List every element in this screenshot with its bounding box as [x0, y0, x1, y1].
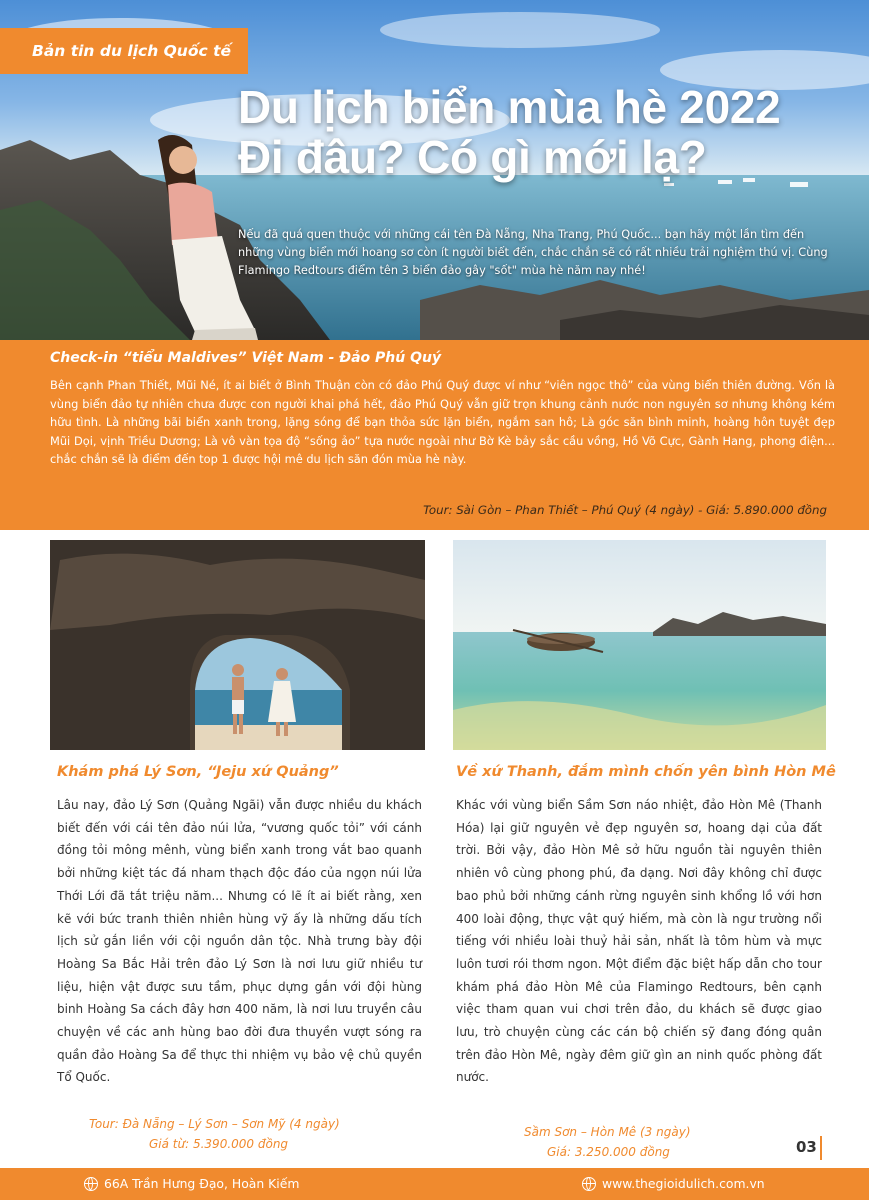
footer-address-text: 66A Trần Hưng Đạo, Hoàn Kiếm	[104, 1176, 300, 1191]
ly-son-tour: Tour: Đà Nẵng – Lý Sơn – Sơn Mỹ (4 ngày)	[89, 1117, 340, 1131]
page-number-divider	[820, 1136, 822, 1160]
rock-arch-image	[50, 540, 425, 750]
globe-icon	[84, 1177, 98, 1191]
page-number: 03	[796, 1138, 817, 1156]
phu-quy-body: Bên cạnh Phan Thiết, Mũi Né, ít ai biết ở Bình Thuận còn có đảo Phú Quý được ví như “viên ngọc thô” của vùng biển thiên đường. Vốn là vùng biển đảo tự nhiên chưa được con người khai phá hết, đảo Phú Quý vẫn giữ trọn khung cảnh nước non nguyên sơ nhưng không kém hữu tình. Là những bãi biển xanh trong, lặng sóng để bạn thỏa sức lặn biển, ngắm san hô; Là góc săn bình minh, hoàng hôn tuyệt đẹp Mũi Dọi, vịnh Triều Dương; Là vô vàn tọa độ “sống ảo” tựa nước ngoài như Bờ Kè bảy sắc cầu vồng, Hồ Võ Cực, Gành Hang, phong điện... chắc chắn sẽ là điểm đến top 1 được hội mê du lịch săn đón mùa hè này.	[50, 378, 835, 467]
phu-quy-tour: Tour: Sài Gòn – Phan Thiết – Phú Quý (4 ngày) - Giá: 5.890.000 đồng	[423, 503, 827, 517]
hon-me-photo	[453, 540, 826, 750]
hon-me-body: Khác với vùng biển Sầm Sơn náo nhiệt, đảo Hòn Mê (Thanh Hóa) lại giữ nguyên vẻ đẹp nguyên sơ, hoang dại của đất trời. Bởi vậy, đảo Hòn Mê sở hữu nguồn tài nguyên thiên nhiên vô cùng phong phú, đa dạng. Nơi đây không chỉ được bao phủ bởi những cánh rừng nguyên sinh khổng lồ với hơn 400 loài động, thực vật quý hiếm, mà còn là ngư trường nổi tiếng với nhiều loài thuỷ hải sản, nhất là tôm hùm và mực luôn tươi rói thơm ngon. Một điểm đặc biệt hấp dẫn cho tour khám phá đảo Hòn Mê của Flamingo Redtours, bên cạnh việc tham quan vui chơi trên đảo, du khách sẽ được giao lưu, trò chuyện cùng các cán bộ chiến sỹ đang đóng quân trên đảo Hòn Mê, ngày đêm giữ gìn an ninh quốc phòng đất nước.	[456, 798, 822, 1085]
basket-boat-image	[453, 540, 826, 750]
ly-son-title: Khám phá Lý Sơn, “Jeju xứ Quảng”	[57, 764, 339, 780]
footer-bar	[0, 1168, 869, 1200]
footer-website[interactable]	[582, 1168, 765, 1200]
section-tag: Bản tin du lịch Quốc tế	[0, 28, 248, 74]
hon-me-tour: Sầm Sơn – Hòn Mê (3 ngày)	[524, 1125, 691, 1139]
phu-quy-section	[0, 340, 869, 530]
phu-quy-title: Check-in “tiểu Maldives” Việt Nam - Đảo Phú Quý	[50, 350, 442, 366]
ly-son-photo	[50, 540, 425, 750]
title-line-2: Đi đâu? Có gì mới lạ?	[238, 131, 707, 183]
title-line-1: Du lịch biển mùa hè 2022	[238, 81, 781, 133]
hero-banner	[0, 0, 869, 340]
footer-website-text[interactable]: www.thegioidulich.com.vn	[602, 1176, 765, 1191]
hon-me-price: Giá: 3.250.000 đồng	[547, 1145, 670, 1159]
ly-son-body: Lâu nay, đảo Lý Sơn (Quảng Ngãi) vẫn được nhiều du khách biết đến với cái tên đảo núi lửa, “vương quốc tỏi” với cánh đồng tỏi mông mênh, vùng biển xanh trong vắt bao quanh bởi những kiệt tác đá nham thạch độc đáo của ngọn núi lửa Thới Lới đã tắt triệu năm... Nhưng có lẽ ít ai biết rằng, xen kẽ với bức tranh thiên nhiên hùng vỹ ấy là những dấu tích lịch sử gắn liền với cội nguồn dân tộc. Nhà trưng bày đội Hoàng Sa Bắc Hải trên đảo Lý Sơn là nơi lưu giữ nhiều tư liệu, hiện vật được sưu tầm, phục dựng gắn với đội hùng binh Hoàng Sa cách đây hơn 400 năm, là nơi lưu truyền câu chuyện về các anh hùng bao đời đưa thuyền vượt sóng ra quần đảo Hoàng Sa để thực thi nhiệm vụ bảo vệ chủ quyền Tổ Quốc.	[57, 798, 422, 1085]
globe-icon	[582, 1177, 596, 1191]
hon-me-title: Về xứ Thanh, đắm mình chốn yên bình Hòn Mê	[456, 764, 836, 780]
footer-address	[84, 1168, 299, 1200]
ly-son-price: Giá từ: 5.390.000 đồng	[149, 1137, 289, 1151]
page-title	[238, 82, 858, 182]
intro-paragraph: Nếu đã quá quen thuộc với những cái tên Đà Nẵng, Nha Trang, Phú Quốc... bạn hãy một lần tìm đến những vùng biển mới hoang sơ còn ít người biết đến, chắc chắn sẽ có rất nhiều trải nghiệm thú vị. Cùng Flamingo Redtours điểm tên 3 biển đảo gây "sốt" mùa hè năm nay nhé!	[238, 228, 828, 277]
